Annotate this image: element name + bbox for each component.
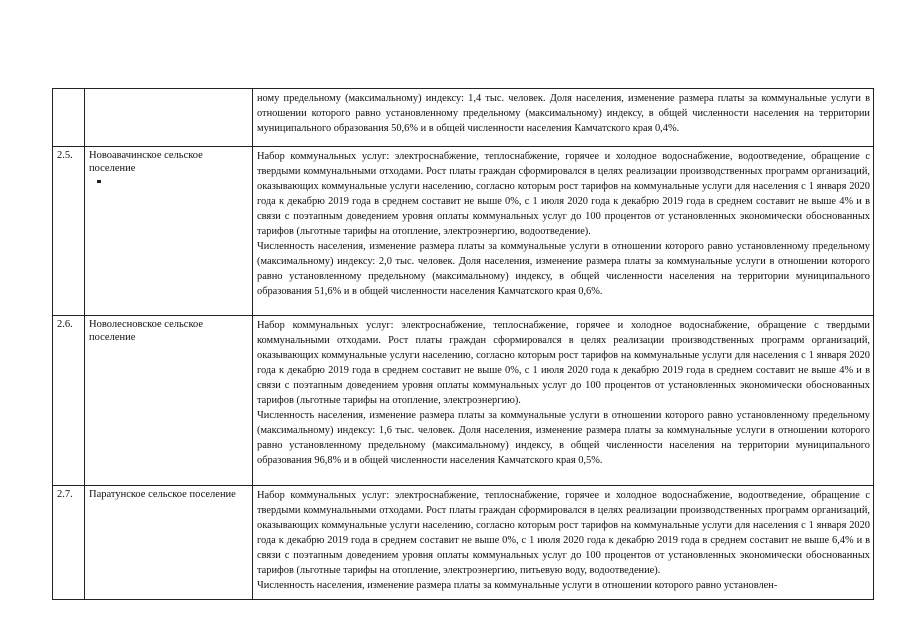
tariff-table (52, 88, 874, 600)
table-row (53, 147, 874, 316)
services-paragraph: Набор коммунальных услуг: электроснабжение, теплоснабжение, горячее и холодное водоснабжение, обращение с твердыми коммунальными отходами. Рост платы граждан сформировался в целях реализации производственных программ организаций, оказывающих коммунальные услуги населению, согласно которым рост тарифов на коммунальные услуги для населения с 1 января 2020 года к декабрю 2019 года в среднем составит не выше 0%, с 1 июля 2020 года к декабрю 2019 года в среднем составит не выше 4% и в связи с поэтапным доведением уровня оплаты коммунальных услуг до 100 процентов от установленных экономически обоснованных тарифов (льготные тарифы на отопление, электроэнергию). (257, 320, 870, 406)
population-paragraph: Численность населения, изменение размера платы за коммунальные услуги в отношении которого равно установленному предельному (максимальному) индексу: 2,0 тыс. человек. Доля населения, изменение размера платы за коммунальные услуги в отношении которого равно установленному предельному (максимальному) индексу, в общей численности населения на территории муниципального образования 51,6% и в общей численности населения Камчатского края 0,6%. (257, 241, 870, 297)
municipality-name: Паратунское сельское поселение (85, 486, 253, 600)
description-cell (253, 486, 874, 600)
row-number: 2.6. (53, 316, 85, 486)
municipality-name: Новолесновское сельское поселение (85, 316, 253, 486)
table-row-continuation (53, 89, 874, 147)
population-paragraph: Численность населения, изменение размера платы за коммунальные услуги в отношении которого равно установленному предельному (максимальному) индексу: 1,6 тыс. человек. Доля населения, изменение размера платы за коммунальные услуги в отношении которого равно установленному предельному (максимальному) индексу, в общей численности населения на территории муниципального образования 96,8% и в общей численности населения Камчатского края 0,5%. (257, 410, 870, 466)
municipality-name-cell (85, 89, 253, 147)
municipality-name-text: Новоавачинское сельское поселение (89, 150, 203, 174)
population-paragraph: Численность населения, изменение размера платы за коммунальные услуги в отношении которого равно установлен- (257, 580, 778, 591)
table-row (53, 486, 874, 600)
row-number: 2.5. (53, 147, 85, 316)
description-cell (253, 89, 874, 147)
row-number: 2.7. (53, 486, 85, 600)
table-row (53, 316, 874, 486)
continuation-paragraph: ному предельному (максимальному) индексу: 1,4 тыс. человек. Доля населения, изменение размера платы за коммунальные услуги в отношении которого равно установленному предельному (максимальному) индексу, в общей численности населения на территории муниципального образования 50,6% и в общей численности населения Камчатского края 0,4%. (257, 93, 870, 134)
description-cell (253, 147, 874, 316)
municipality-name (85, 147, 253, 316)
services-paragraph: Набор коммунальных услуг: электроснабжение, теплоснабжение, горячее и холодное водоснабжение, водоотведение, обращение с твердыми коммунальными отходами. Рост платы граждан сформировался в целях реализации производственных программ организаций, оказывающих коммунальные услуги населению, согласно которым рост тарифов на коммунальные услуги для населения с 1 января 2020 года к декабрю 2019 года в среднем составит не выше 0%, с 1 июля 2020 года к декабрю 2019 года в среднем составит не выше 6,4% и в связи с поэтапным доведением уровня оплаты коммунальных услуг до 100 процентов от установленных экономически обоснованных тарифов (льготные тарифы на отопление, электроэнергию, питьевую воду, водоотведение). (257, 490, 870, 576)
row-number-cell (53, 89, 85, 147)
description-cell (253, 316, 874, 486)
scan-mark-icon (97, 180, 101, 183)
services-paragraph: Набор коммунальных услуг: электроснабжение, теплоснабжение, горячее и холодное водоснабжение, водоотведение, обращение с твердыми коммунальными отходами. Рост платы граждан сформировался в целях реализации производственных программ организаций, оказывающих коммунальные услуги населению, согласно которым рост тарифов на коммунальные услуги для населения с 1 января 2020 года к декабрю 2019 года в среднем составит не выше 0%, с 1 июля 2020 года к декабрю 2019 года в среднем составит не выше 4% и в связи с поэтапным доведением уровня оплаты коммунальных услуг до 100 процентов от установленных экономически обоснованных тарифов (льготные тарифы на отопление, электроэнергию, водоотведение). (257, 151, 870, 237)
